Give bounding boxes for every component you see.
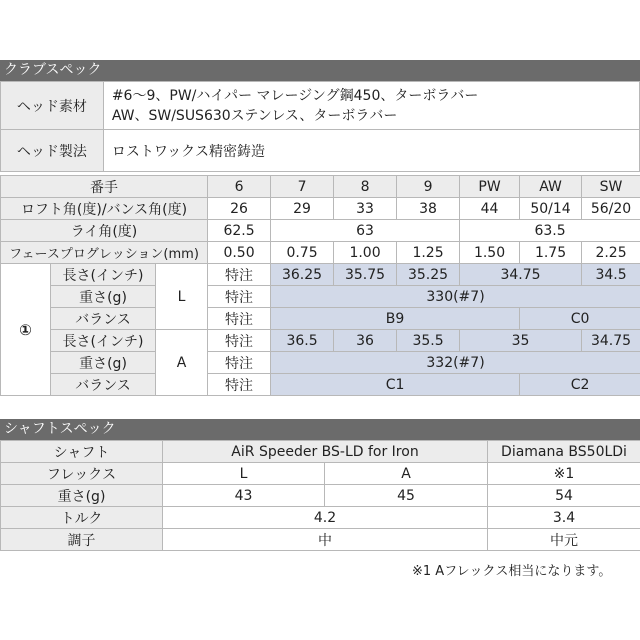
L-length-pw-aw: 34.75 bbox=[460, 264, 582, 286]
shaft-marker: ① bbox=[1, 264, 51, 396]
face-value: 1.50 bbox=[460, 242, 520, 264]
col-8: 8 bbox=[334, 176, 397, 198]
L-length-7: 36.25 bbox=[271, 264, 334, 286]
A-weight-label: 重さ(g) bbox=[51, 352, 156, 374]
L-weight-row bbox=[1, 286, 640, 308]
shaft-weight-a2: 45 bbox=[325, 485, 488, 507]
loft-row bbox=[1, 198, 640, 220]
kick-label: 調子 bbox=[1, 529, 163, 551]
lie-row bbox=[1, 220, 640, 242]
kick-a: 中 bbox=[163, 529, 488, 551]
L-balance-value: B9 bbox=[271, 308, 520, 330]
shaft-weight-a1: 43 bbox=[163, 485, 325, 507]
face-value: 1.75 bbox=[520, 242, 582, 264]
A-length-8: 36 bbox=[334, 330, 397, 352]
A-weight-tag: 特注 bbox=[208, 352, 271, 374]
L-balance-label: バランス bbox=[51, 308, 156, 330]
A-length-row bbox=[1, 330, 640, 352]
loft-value: 44 bbox=[460, 198, 520, 220]
A-length-7: 36.5 bbox=[271, 330, 334, 352]
L-length-9: 35.25 bbox=[397, 264, 460, 286]
head-material-value bbox=[103, 82, 639, 130]
loft-value: 33 bbox=[334, 198, 397, 220]
loft-value: 50/14 bbox=[520, 198, 582, 220]
col-pw: PW bbox=[460, 176, 520, 198]
L-length-sw: 34.5 bbox=[582, 264, 640, 286]
lie-value: 62.5 bbox=[208, 220, 271, 242]
col-9: 9 bbox=[397, 176, 460, 198]
lie-value: 63.5 bbox=[460, 220, 640, 242]
face-value: 1.25 bbox=[397, 242, 460, 264]
lie-value: 63 bbox=[271, 220, 460, 242]
club-spec-title: クラブスペック bbox=[0, 60, 640, 81]
head-material-line1: #6～9、PW/ハイパー マレージング鋼450、ターボラバー bbox=[111, 87, 479, 104]
torque-a: 4.2 bbox=[163, 507, 488, 529]
loft-label: ロフト角(度)/バンス角(度) bbox=[1, 198, 208, 220]
A-balance-value: C2 bbox=[520, 374, 640, 396]
lie-label: ライ角(度) bbox=[1, 220, 208, 242]
head-info-table bbox=[0, 81, 640, 172]
A-flex-label: A bbox=[156, 330, 208, 396]
club-spec-table bbox=[0, 175, 640, 396]
A-weight-value: 332(#7) bbox=[271, 352, 640, 374]
club-number-label: 番手 bbox=[1, 176, 208, 198]
shaft-weight-b: 54 bbox=[488, 485, 640, 507]
face-progression-row bbox=[1, 242, 640, 264]
face-value: 0.75 bbox=[271, 242, 334, 264]
face-value: 1.00 bbox=[334, 242, 397, 264]
L-weight-tag: 特注 bbox=[208, 286, 271, 308]
head-material-label: ヘッド素材 bbox=[1, 82, 104, 130]
shaft-flex-row bbox=[1, 463, 640, 485]
L-weight-value: 330(#7) bbox=[271, 286, 640, 308]
shaft-b-name: Diamana BS50LDi bbox=[488, 441, 640, 463]
A-balance-tag: 特注 bbox=[208, 374, 271, 396]
A-length-9: 35.5 bbox=[397, 330, 460, 352]
A-balance-row bbox=[1, 374, 640, 396]
L-length-tag: 特注 bbox=[208, 264, 271, 286]
L-weight-label: 重さ(g) bbox=[51, 286, 156, 308]
A-length-label: 長さ(インチ) bbox=[51, 330, 156, 352]
L-length-8: 35.75 bbox=[334, 264, 397, 286]
A-balance-value: C1 bbox=[271, 374, 520, 396]
loft-value: 26 bbox=[208, 198, 271, 220]
shaft-weight-label: 重さ(g) bbox=[1, 485, 163, 507]
A-weight-row bbox=[1, 352, 640, 374]
shaft-kick-row bbox=[1, 529, 640, 551]
flex-b: ※1 bbox=[488, 463, 640, 485]
L-balance-row bbox=[1, 308, 640, 330]
shaft-a-name: AiR Speeder BS-LD for Iron bbox=[163, 441, 488, 463]
L-balance-value: C0 bbox=[520, 308, 640, 330]
kick-b: 中元 bbox=[488, 529, 640, 551]
torque-b: 3.4 bbox=[488, 507, 640, 529]
shaft-weight-row bbox=[1, 485, 640, 507]
loft-value: 29 bbox=[271, 198, 334, 220]
L-balance-tag: 特注 bbox=[208, 308, 271, 330]
col-aw: AW bbox=[520, 176, 582, 198]
L-flex-label: L bbox=[156, 264, 208, 330]
face-value: 0.50 bbox=[208, 242, 271, 264]
face-progression-label: フェースプログレッション(mm) bbox=[1, 242, 208, 264]
flex-label: フレックス bbox=[1, 463, 163, 485]
head-method-value: ロストワックス精密鋳造 bbox=[103, 130, 639, 172]
head-method-label: ヘッド製法 bbox=[1, 130, 104, 172]
A-length-tag: 特注 bbox=[208, 330, 271, 352]
shaft-label: シャフト bbox=[1, 441, 163, 463]
shaft-spec-table bbox=[0, 440, 640, 551]
face-value: 2.25 bbox=[582, 242, 640, 264]
L-length-label: 長さ(インチ) bbox=[51, 264, 156, 286]
loft-value: 38 bbox=[397, 198, 460, 220]
shaft-torque-row bbox=[1, 507, 640, 529]
A-length-pw-aw: 35 bbox=[460, 330, 582, 352]
flex-a2: A bbox=[325, 463, 488, 485]
head-material-line2: AW、SW/SUS630ステンレス、ターボラバー bbox=[111, 107, 398, 124]
L-length-row bbox=[1, 264, 640, 286]
flex-a1: L bbox=[163, 463, 325, 485]
footnote: ※1 Aフレックス相当になります。 bbox=[412, 564, 612, 579]
shaft-spec-title: シャフトスペック bbox=[0, 419, 640, 440]
torque-label: トルク bbox=[1, 507, 163, 529]
shaft-name-row bbox=[1, 441, 640, 463]
col-sw: SW bbox=[582, 176, 640, 198]
club-number-row bbox=[1, 176, 640, 198]
A-balance-label: バランス bbox=[51, 374, 156, 396]
loft-value: 56/20 bbox=[582, 198, 640, 220]
col-7: 7 bbox=[271, 176, 334, 198]
col-6: 6 bbox=[208, 176, 271, 198]
A-length-sw: 34.75 bbox=[582, 330, 640, 352]
